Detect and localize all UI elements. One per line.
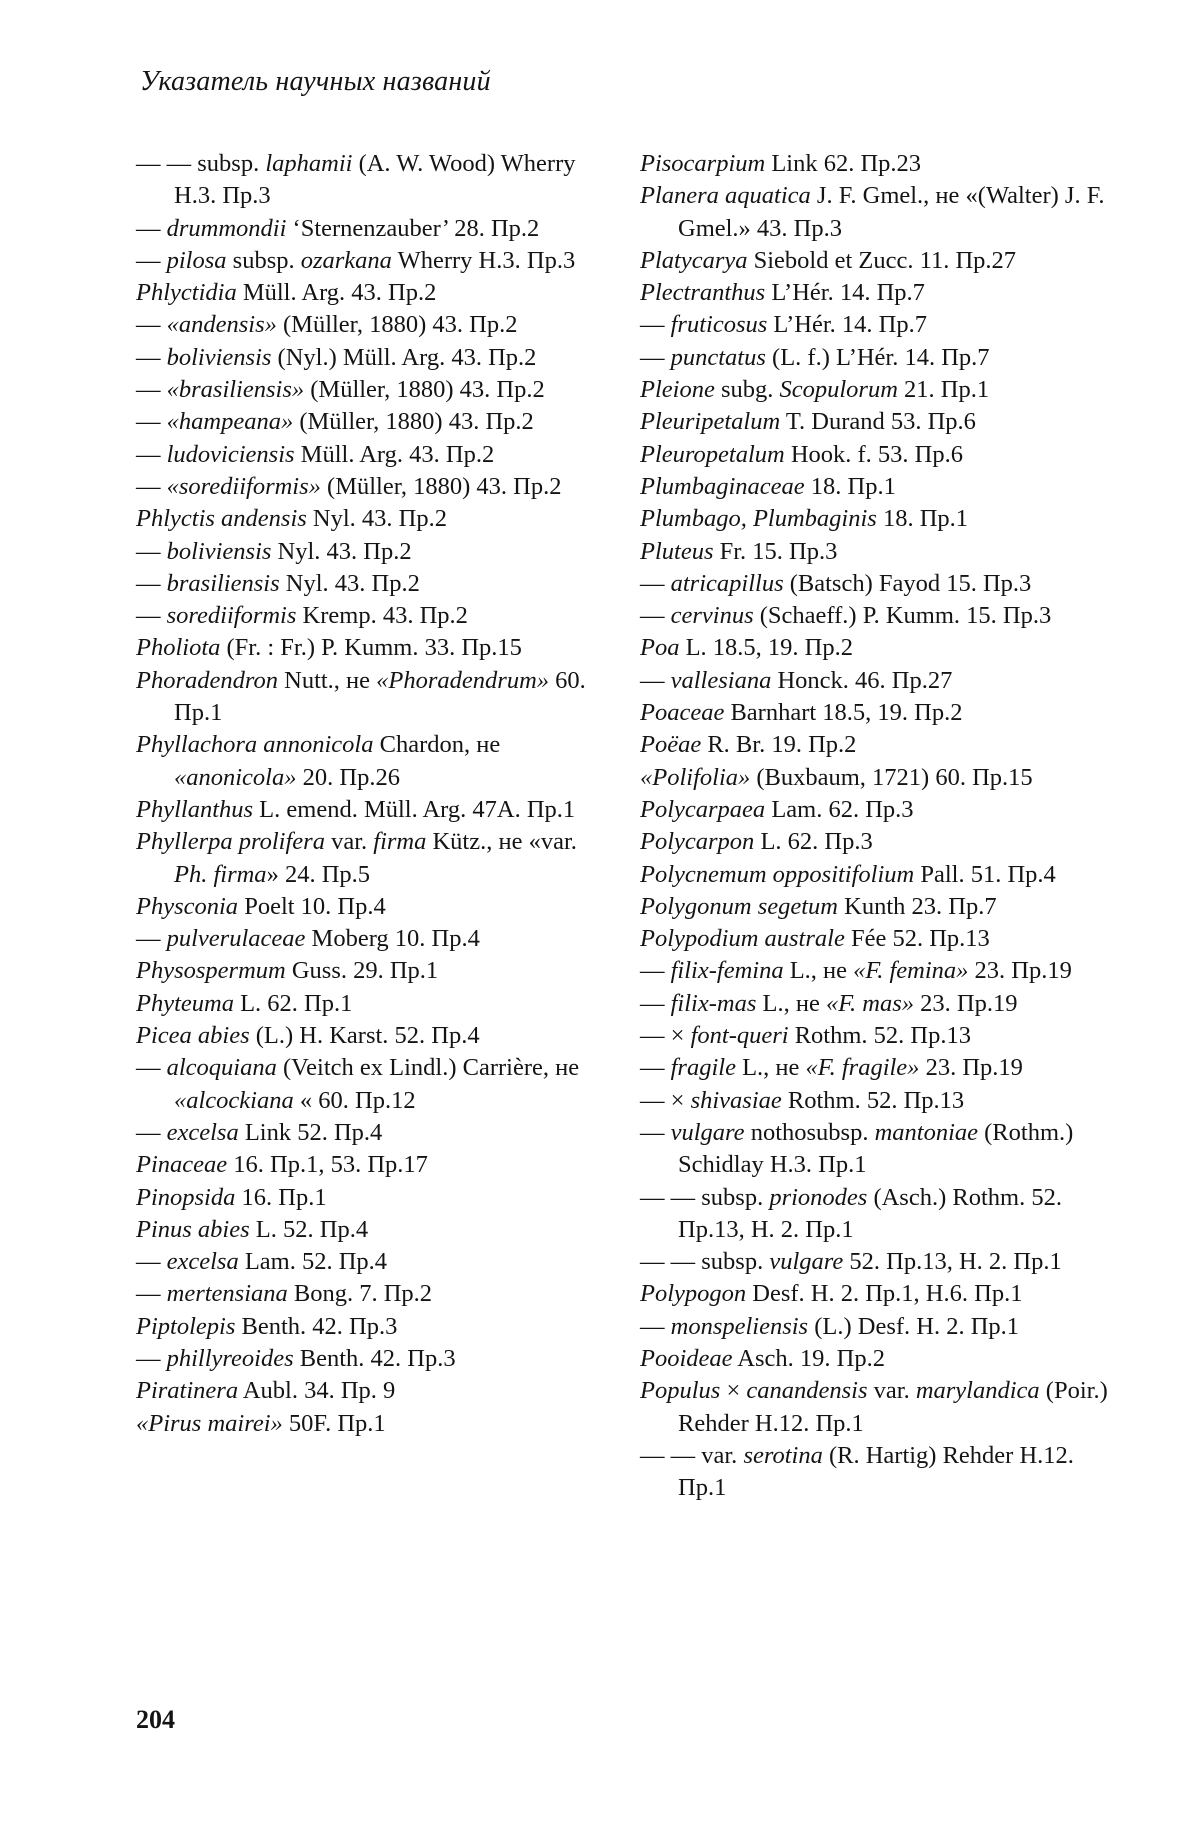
index-entry: — «brasiliensis» (Müller, 1880) 43. Пр.2 [136, 376, 545, 404]
index-entry: Phyllanthus L. emend. Müll. Arg. 47A. Пр.1 [136, 795, 576, 823]
index-entry: Piratinera Aubl. 34. Пр. 9 [136, 1377, 396, 1405]
index-entry: — drummondii ‘Sternenzauber’ 28. Пр.2 [136, 214, 540, 242]
index-entry: — — subsp. vulgare 52. Пр.13, H. 2. Пр.1 [640, 1248, 1062, 1276]
index-entry: — mertensiana Bong. 7. Пр.2 [136, 1280, 433, 1308]
index-entry: — punctatus (L. f.) L’Hér. 14. Пр.7 [640, 343, 990, 371]
index-entry: — boliviensis (Nyl.) Müll. Arg. 43. Пр.2 [136, 343, 537, 371]
index-entry: — brasiliensis Nyl. 43. Пр.2 [136, 569, 420, 597]
index-entry: — excelsa Link 52. Пр.4 [136, 1118, 383, 1146]
index-entry: — phillyreoides Benth. 42. Пр.3 [136, 1344, 456, 1372]
index-column-left [136, 148, 606, 1440]
index-entry: Pleuripetalum T. Durand 53. Пр.6 [640, 408, 976, 436]
index-entry: Planera aquatica J. F. Gmel., не «(Walter) J. F. Gmel.» 43. Пр.3 [640, 182, 1105, 242]
index-entry: Pisocarpium Link 62. Пр.23 [640, 150, 922, 177]
page-header: Указатель научных названий [140, 66, 491, 97]
index-entry: Picea abies (L.) H. Karst. 52. Пр.4 [136, 1022, 480, 1050]
page-number: 204 [136, 1705, 175, 1734]
index-entry: Polygonum segetum Kunth 23. Пр.7 [640, 892, 997, 920]
index-entry: — «sorediiformis» (Müller, 1880) 43. Пр.2 [136, 472, 562, 500]
index-entry: Poëae R. Br. 19. Пр.2 [640, 731, 857, 759]
index-column-right [640, 148, 1110, 1504]
index-entry: Piptolepis Benth. 42. Пр.3 [136, 1312, 398, 1340]
index-entry: — filix-femina L., не «F. femina» 23. Пр.19 [640, 957, 1072, 985]
index-entry: Populus × canandensis var. marylandica (Poir.) Rehder H.12. Пр.1 [640, 1377, 1108, 1437]
index-entry: — × font-queri Rothm. 52. Пр.13 [640, 1022, 971, 1050]
index-entry: Pinopsida 16. Пр.1 [136, 1183, 327, 1211]
index-entry: Polypodium australe Fée 52. Пр.13 [640, 925, 990, 953]
index-entry: Poa L. 18.5, 19. Пр.2 [640, 634, 854, 662]
index-entry: Polycnemum oppositifolium Pall. 51. Пр.4 [640, 860, 1056, 888]
index-entry: — «hampeana» (Müller, 1880) 43. Пр.2 [136, 408, 534, 436]
index-entry: Pluteus Fr. 15. Пр.3 [640, 537, 838, 565]
index-entry: — filix-mas L., не «F. mas» 23. Пр.19 [640, 989, 1018, 1017]
index-entry: Polycarpaea Lam. 62. Пр.3 [640, 795, 914, 823]
index-entry: — pulverulaceae Moberg 10. Пр.4 [136, 925, 480, 953]
index-entry: Phoradendron Nutt., не «Phoradendrum» 60. Пр.1 [136, 666, 586, 727]
index-entry: Pleione subg. Scopulorum 21. Пр.1 [640, 376, 990, 404]
index-entry: Physconia Poelt 10. Пр.4 [136, 892, 386, 920]
index-entry: Pooideae Asch. 19. Пр.2 [640, 1344, 885, 1372]
index-entry: Plumbago, Plumbaginis 18. Пр.1 [640, 505, 969, 533]
index-entry: — boliviensis Nyl. 43. Пр.2 [136, 537, 412, 565]
index-entry: Polycarpon L. 62. Пр.3 [640, 828, 873, 856]
index-entry: Pinus abies L. 52. Пр.4 [136, 1215, 369, 1243]
index-entry: — — subsp. prionodes (Asch.) Rothm. 52. Пр.13, H. 2. Пр.1 [640, 1183, 1062, 1243]
index-entry: Plumbaginaceae 18. Пр.1 [640, 472, 896, 500]
index-entry: — fragile L., не «F. fragile» 23. Пр.19 [640, 1054, 1023, 1082]
index-entry: — fruticosus L’Hér. 14. Пр.7 [640, 311, 927, 339]
index-entry: Physospermum Guss. 29. Пр.1 [136, 957, 439, 985]
index-entry: — pilosa subsp. ozarkana Wherry H.3. Пр.3 [136, 246, 576, 274]
index-entry: — atricapillus (Batsch) Fayod 15. Пр.3 [640, 569, 1032, 597]
index-entry: Polypogon Desf. H. 2. Пр.1, H.6. Пр.1 [640, 1280, 1023, 1308]
index-entry: — sorediiformis Kremp. 43. Пр.2 [136, 602, 468, 630]
index-entry: Poaceae Barnhart 18.5, 19. Пр.2 [640, 699, 963, 727]
index-entry: — cervinus (Schaeff.) P. Kumm. 15. Пр.3 [640, 602, 1052, 630]
index-entry: — ludoviciensis Müll. Arg. 43. Пр.2 [136, 440, 495, 468]
index-entry: — monspeliensis (L.) Desf. H. 2. Пр.1 [640, 1312, 1020, 1340]
index-entry: — excelsa Lam. 52. Пр.4 [136, 1248, 388, 1276]
index-entry: Phyllerpa prolifera var. firma Kütz., не «var. Ph. firma» 24. Пр.5 [136, 828, 577, 888]
index-entry: Phyteuma L. 62. Пр.1 [136, 989, 353, 1017]
index-entry: — × shivasiae Rothm. 52. Пр.13 [640, 1086, 965, 1114]
index-entry: — «andensis» (Müller, 1880) 43. Пр.2 [136, 311, 518, 339]
index-entry: Pleuropetalum Hook. f. 53. Пр.6 [640, 440, 963, 468]
index-entry: Phlyctidia Müll. Arg. 43. Пр.2 [136, 279, 437, 307]
index-entry: Plectranthus L’Hér. 14. Пр.7 [640, 279, 925, 307]
index-entry: Pinaceae 16. Пр.1, 53. Пр.17 [136, 1151, 428, 1179]
index-entry: Pholiota (Fr. : Fr.) P. Kumm. 33. Пр.15 [136, 634, 522, 662]
index-entry: Phyllachora annonicola Chardon, не «anonicola» 20. Пр.26 [136, 731, 501, 791]
index-entry: — vallesiana Honck. 46. Пр.27 [640, 666, 953, 694]
index-entry: — — subsp. laphamii (A. W. Wood) Wherry H.3. Пр.3 [136, 150, 576, 210]
index-entry: — alcoquiana (Veitch ex Lindl.) Carrière, не «alcockiana « 60. Пр.12 [136, 1054, 580, 1114]
index-entry: «Pirus mairei» 50F. Пр.1 [136, 1409, 386, 1437]
index-entry: «Polifolia» (Buxbaum, 1721) 60. Пр.15 [640, 763, 1033, 791]
index-entry: Phlyctis andensis Nyl. 43. Пр.2 [136, 505, 447, 533]
index-entry: — vulgare nothosubsp. mantoniae (Rothm.) Schidlay H.3. Пр.1 [640, 1118, 1074, 1179]
index-entry: — — var. serotina (R. Hartig) Rehder H.12. Пр.1 [640, 1441, 1074, 1502]
index-entry: Platycarya Siebold et Zucc. 11. Пр.27 [640, 246, 1017, 274]
